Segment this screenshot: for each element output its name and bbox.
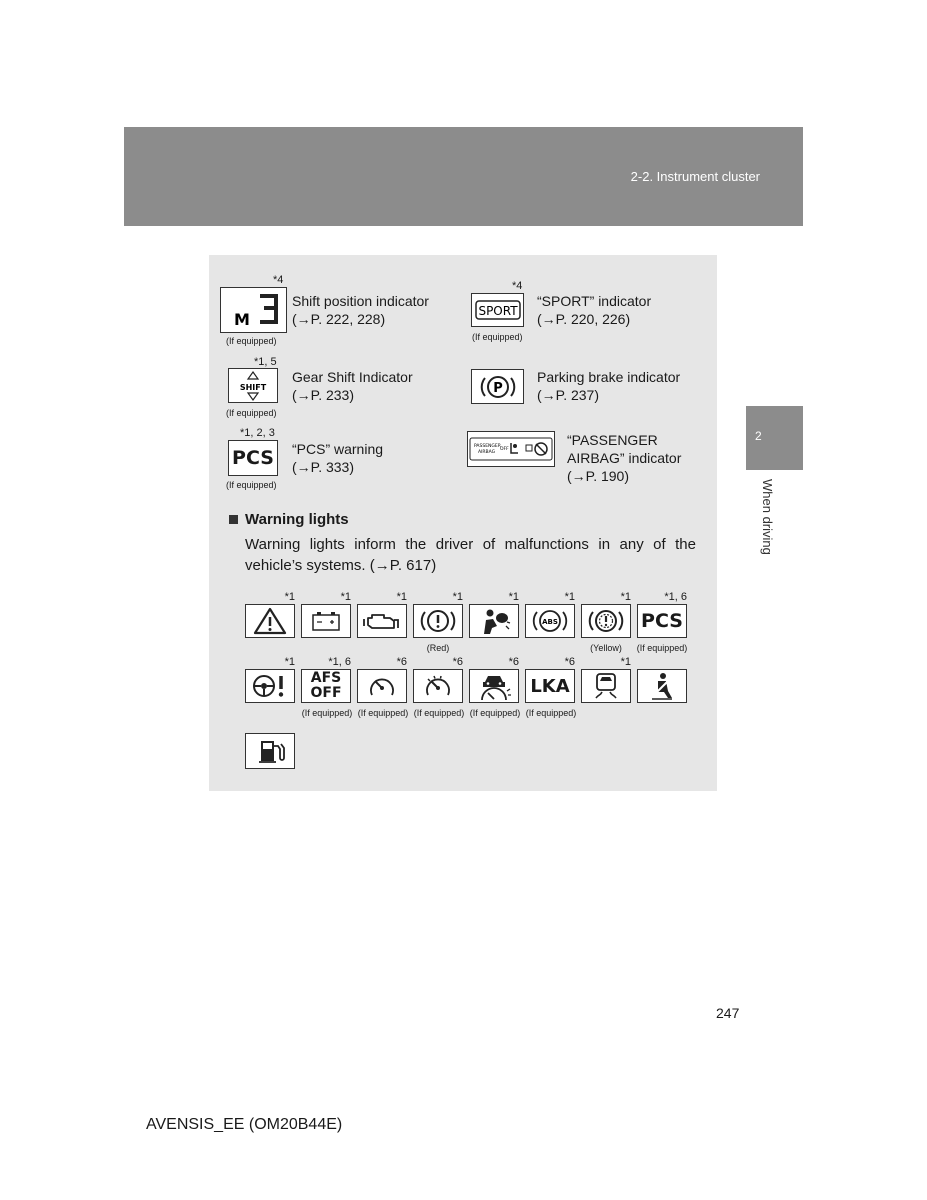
footnote-mark: *1, 6 [664,591,687,603]
low-fuel-icon [245,733,295,769]
footnote-mark: *1 [284,656,295,668]
svg-text:P: P [492,380,503,396]
sport-icon [471,293,524,327]
page-number: 247 [716,1005,740,1021]
indicator-description: “PASSENGER AIRBAG” indicator (→P. 190) [567,432,682,484]
master-warning-icon [245,604,295,638]
svg-text:SHIFT: SHIFT [239,382,267,392]
afs-off-icon: AFS OFF [301,669,351,703]
footnote-mark: *6 [508,656,519,668]
svg-text:OFF: OFF [500,447,509,452]
svg-text:M: M [233,310,250,329]
bullet-square-icon [229,515,238,524]
slip-indicator-icon [581,669,631,703]
svg-text:PASSENGER: PASSENGER [474,444,501,449]
svg-text:SPORT: SPORT [477,304,518,318]
footnote-mark: *1 [396,591,407,603]
power-steering-icon [245,669,295,703]
footnote-mark: *1, 5 [254,356,277,368]
engine-icon [357,604,407,638]
if-equipped-note: (If equipped) [226,480,277,490]
gear-shift-icon [228,368,278,403]
footnote-mark: *1, 2, 3 [240,427,275,439]
indicator-description: Shift position indicator (→P. 222, 228) [292,293,429,327]
footnote-mark: *6 [452,656,463,668]
warning-lights-description: Warning lights inform the driver of malfunctions in any of the vehicle’s systems. (→P. 617) [245,536,696,574]
parking-brake-icon [471,369,524,404]
airbag-icon [469,604,519,638]
footnote-mark: *6 [564,656,575,668]
chapter-number: 2 [755,429,762,443]
if-equipped-note: (If equipped) [357,708,409,718]
cruise-control-ready-icon [413,669,463,703]
header-band [124,127,803,226]
footnote-mark: *1, 6 [328,656,351,668]
cruise-control-icon [357,669,407,703]
footnote-mark: *1 [340,591,351,603]
if-equipped-note: (If equipped) [301,708,353,718]
footnote-mark: *1 [508,591,519,603]
indicator-description: Gear Shift Indicator (→P. 233) [292,369,413,403]
if-equipped-note: (If equipped) [472,332,523,342]
radar-cruise-icon [469,669,519,703]
indicator-description: “PCS” warning (→P. 333) [292,441,384,475]
if-equipped-note: (If equipped) [469,708,521,718]
if-equipped-note: (If equipped) [226,408,277,418]
pcs-warning-icon: PCS [637,604,687,638]
footnote-mark: *1 [452,591,463,603]
svg-text:AIRBAG: AIRBAG [478,450,496,455]
footnote-mark: *4 [512,280,523,292]
indicator-description: “SPORT” indicator (→P. 220, 226) [537,293,652,327]
svg-text:ABS: ABS [542,618,558,626]
if-equipped-note: (If equipped) [413,708,465,718]
if-equipped-note: (If equipped) [525,708,577,718]
chapter-tab [746,406,803,470]
footnote-mark: *6 [396,656,407,668]
lka-icon: LKA [525,669,575,703]
battery-icon [301,604,351,638]
seat-belt-icon [637,669,687,703]
shift-position-icon [220,287,287,333]
color-note: (Yellow) [590,643,622,653]
indicator-description: Parking brake indicator (→P. 237) [537,369,681,403]
footnote-mark: *4 [273,274,284,286]
passenger-airbag-icon [467,431,555,467]
brake-warning-yellow-icon [581,604,631,638]
if-equipped-note: (If equipped) [636,643,688,653]
footnote-mark: *1 [564,591,575,603]
chapter-label: When driving [760,479,775,555]
warning-lights-heading: Warning lights [229,511,349,528]
brake-warning-icon [413,604,463,638]
footnote-mark: *1 [284,591,295,603]
pcs-icon: PCS [228,440,278,476]
footnote-mark: *1 [620,591,631,603]
section-title: 2-2. Instrument cluster [630,169,760,184]
abs-icon [525,604,575,638]
color-note: (Red) [426,643,450,653]
if-equipped-note: (If equipped) [226,336,277,346]
footnote-mark: *1 [620,656,631,668]
document-code: AVENSIS_EE (OM20B44E) [146,1116,343,1133]
